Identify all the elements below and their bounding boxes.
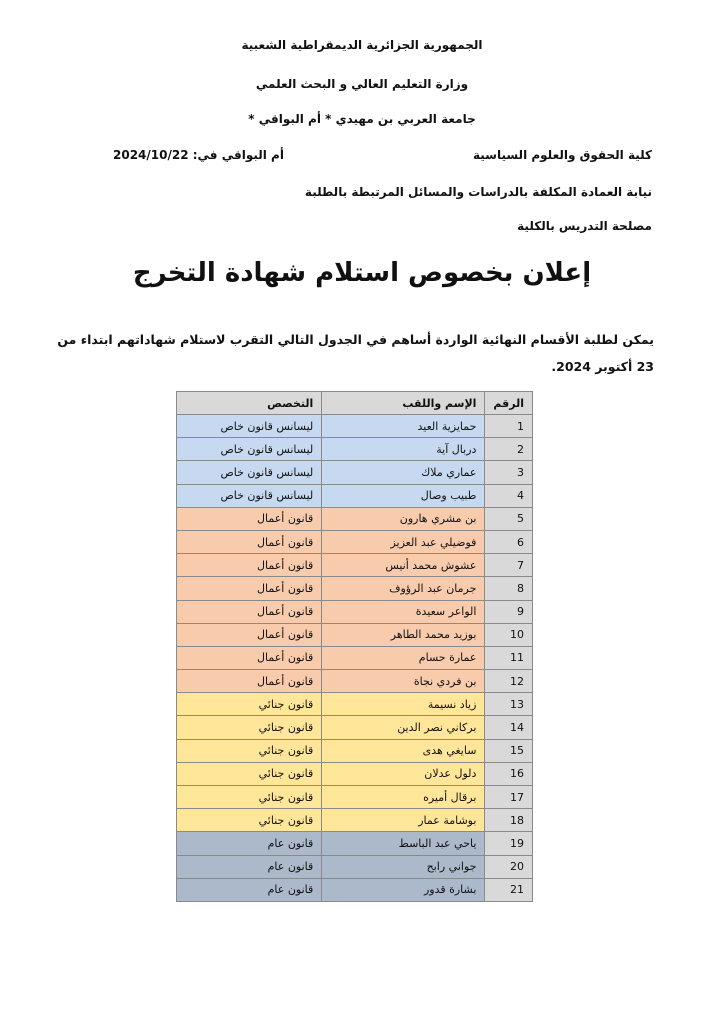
- table-row: [177, 670, 533, 693]
- row-specialty: قانون أعمال: [177, 600, 322, 623]
- row-number: 6: [485, 530, 533, 553]
- row-number: 2: [485, 438, 533, 461]
- table-row: [177, 554, 533, 577]
- row-number: 1: [485, 415, 533, 438]
- table-row: [177, 716, 533, 739]
- service-name: مصلحة التدريس بالكلية: [517, 219, 652, 233]
- announcement-title: إعلان بخصوص استلام شهادة التخرج: [132, 258, 592, 288]
- row-number: 9: [485, 600, 533, 623]
- row-specialty: ليسانس قانون خاص: [177, 484, 322, 507]
- announcement-intro: يمكن لطلبة الأقسام النهائية الواردة أساهم في الجدول التالي التقرب لاستلام شهاداتهم ابتداء من 23 أكتوبر 2024.: [57, 332, 654, 374]
- header-specialty: التخصص: [177, 392, 322, 415]
- row-number: 17: [485, 786, 533, 809]
- row-specialty: قانون عام: [177, 855, 322, 878]
- table-row: [177, 415, 533, 438]
- row-name: زياد نسيمة: [322, 693, 485, 716]
- row-number: 16: [485, 762, 533, 785]
- row-number: 3: [485, 461, 533, 484]
- table-row: [177, 762, 533, 785]
- row-specialty: قانون جنائي: [177, 809, 322, 832]
- table-row: [177, 786, 533, 809]
- deanery-name: نيابة العمادة المكلفة بالدراسات والمسائل المرتبطة بالطلبة: [304, 185, 652, 199]
- row-name: فوضيلي عبد العزيز: [322, 530, 485, 553]
- table-row: [177, 855, 533, 878]
- row-name: ياحي عبد الباسط: [322, 832, 485, 855]
- row-specialty: قانون أعمال: [177, 646, 322, 669]
- row-specialty: ليسانس قانون خاص: [177, 415, 322, 438]
- document-date: أم البواقي في: 2024/10/22: [113, 148, 284, 162]
- table-row: [177, 577, 533, 600]
- graduates-table: [176, 391, 533, 902]
- row-number: 5: [485, 507, 533, 530]
- row-number: 14: [485, 716, 533, 739]
- row-specialty: قانون عام: [177, 832, 322, 855]
- row-number: 10: [485, 623, 533, 646]
- row-number: 15: [485, 739, 533, 762]
- row-specialty: قانون أعمال: [177, 530, 322, 553]
- table-row: [177, 530, 533, 553]
- row-name: برقال أميره: [322, 786, 485, 809]
- table-row: [177, 739, 533, 762]
- row-name: بركاني نصر الدين: [322, 716, 485, 739]
- row-number: 20: [485, 855, 533, 878]
- row-number: 13: [485, 693, 533, 716]
- row-number: 8: [485, 577, 533, 600]
- header-name: الإسم واللقب: [322, 392, 485, 415]
- row-specialty: قانون أعمال: [177, 623, 322, 646]
- row-name: دلول عدلان: [322, 762, 485, 785]
- row-name: الواعر سعيدة: [322, 600, 485, 623]
- row-specialty: ليسانس قانون خاص: [177, 438, 322, 461]
- row-number: 4: [485, 484, 533, 507]
- row-specialty: قانون أعمال: [177, 670, 322, 693]
- row-number: 12: [485, 670, 533, 693]
- row-number: 11: [485, 646, 533, 669]
- row-specialty: قانون جنائي: [177, 716, 322, 739]
- row-name: حمايزية العيد: [322, 415, 485, 438]
- table-row: [177, 623, 533, 646]
- row-name: عمارة حسام: [322, 646, 485, 669]
- table-row: [177, 832, 533, 855]
- table-row: [177, 878, 533, 901]
- row-number: 21: [485, 878, 533, 901]
- row-specialty: قانون أعمال: [177, 507, 322, 530]
- row-name: بوزيد محمد الطاهر: [322, 623, 485, 646]
- row-name: طبيب وصال: [322, 484, 485, 507]
- row-specialty: قانون جنائي: [177, 739, 322, 762]
- row-name: بن مشري هارون: [322, 507, 485, 530]
- row-name: عشوش محمد أنيس: [322, 554, 485, 577]
- row-name: جواني رابح: [322, 855, 485, 878]
- table-row: [177, 507, 533, 530]
- row-specialty: قانون جنائي: [177, 693, 322, 716]
- table-row: [177, 484, 533, 507]
- row-number: 18: [485, 809, 533, 832]
- row-specialty: قانون جنائي: [177, 762, 322, 785]
- table-row: [177, 600, 533, 623]
- row-specialty: قانون عام: [177, 878, 322, 901]
- faculty-name: كلية الحقوق والعلوم السياسية: [472, 148, 652, 162]
- table-row: [177, 693, 533, 716]
- row-name: دربال آية: [322, 438, 485, 461]
- row-name: عماري ملاك: [322, 461, 485, 484]
- header-number: الرقم: [485, 392, 533, 415]
- university-heading: جامعة العربي بن مهيدي * أم البواقي *: [248, 112, 476, 126]
- row-number: 7: [485, 554, 533, 577]
- row-specialty: قانون أعمال: [177, 577, 322, 600]
- row-name: بشارة قدور: [322, 878, 485, 901]
- table-row: [177, 809, 533, 832]
- row-specialty: قانون أعمال: [177, 554, 322, 577]
- table-row: [177, 438, 533, 461]
- row-specialty: ليسانس قانون خاص: [177, 461, 322, 484]
- table-row: [177, 646, 533, 669]
- row-name: بن فردي نجاة: [322, 670, 485, 693]
- row-number: 19: [485, 832, 533, 855]
- table-header-row: [177, 392, 533, 415]
- republic-heading: الجمهورية الجزائرية الديمقراطية الشعبية: [241, 38, 483, 52]
- ministry-heading: وزارة التعليم العالي و البحث العلمي: [255, 77, 469, 91]
- row-name: جرمان عبد الرؤوف: [322, 577, 485, 600]
- row-name: بوشامة عمار: [322, 809, 485, 832]
- table-row: [177, 461, 533, 484]
- row-specialty: قانون جنائي: [177, 786, 322, 809]
- row-name: سايغي هدى: [322, 739, 485, 762]
